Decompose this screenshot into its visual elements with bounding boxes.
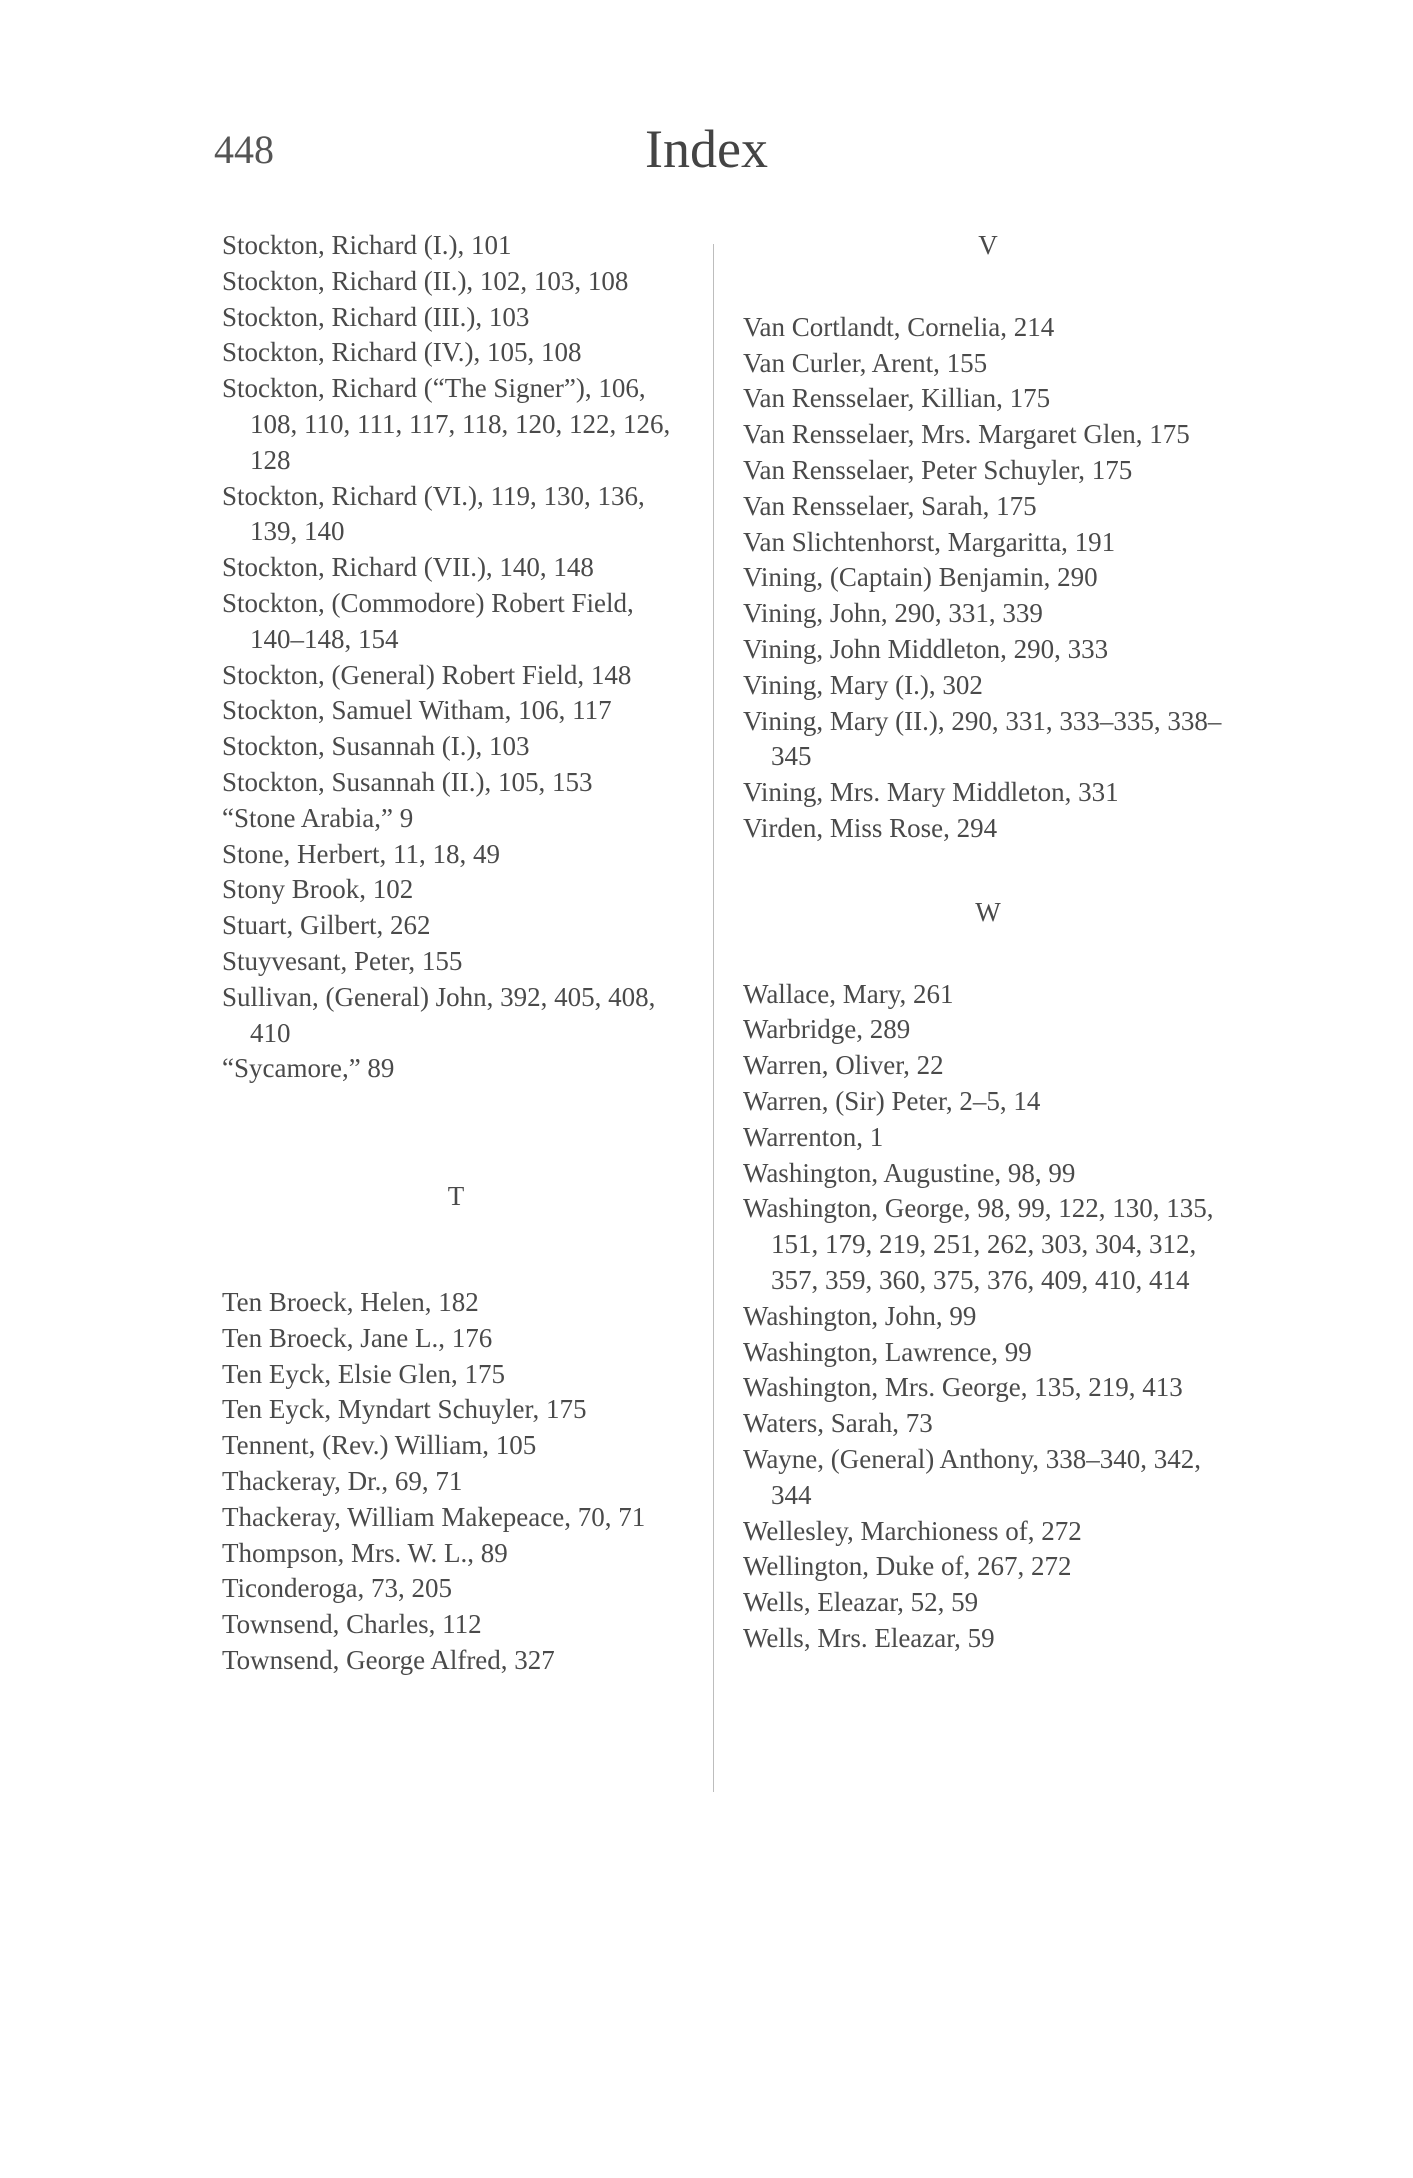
index-entry: Warren, Oliver, 22	[743, 1050, 944, 1081]
index-entry: Vining, Mrs. Mary Middleton, 331	[743, 777, 1119, 808]
index-entry: Washington, George, 98, 99, 122, 130, 135, 151, 179, 219, 251, 262, 303, 304, 312, 357, 359, 360, 375, 376, 409, 410, 414	[743, 1193, 1214, 1295]
index-entry: Thackeray, William Makepeace, 70, 71	[222, 1501, 646, 1532]
index-entry: Washington, John, 99	[743, 1300, 977, 1331]
index-entry: Vining, (Captain) Benjamin, 290	[743, 562, 1098, 593]
index-entry: Washington, Lawrence, 99	[743, 1336, 1032, 1367]
index-entry: Van Rensselaer, Peter Schuyler, 175	[743, 454, 1133, 485]
index-entry: Stockton, Samuel Witham, 106, 117	[222, 695, 612, 726]
index-entry: Washington, Mrs. George, 135, 219, 413	[743, 1372, 1183, 1403]
right-column	[743, 228, 1233, 1657]
index-entry: Waters, Sarah, 73	[743, 1408, 933, 1439]
index-entry: Thackeray, Dr., 69, 71	[222, 1465, 463, 1496]
index-entry: Van Rensselaer, Mrs. Margaret Glen, 175	[743, 419, 1190, 450]
index-entry: Stockton, (General) Robert Field, 148	[222, 659, 632, 690]
index-entry: Ten Broeck, Jane L., 176	[222, 1322, 493, 1353]
index-entry: Stockton, Richard (II.), 102, 103, 108	[222, 265, 629, 296]
page-title: Index	[645, 119, 768, 179]
index-entry: Stone, Herbert, 11, 18, 49	[222, 838, 500, 869]
index-entry: Ticonderoga, 73, 205	[222, 1573, 452, 1604]
t-entries	[222, 1285, 690, 1679]
index-entry: Stockton, Susannah (I.), 103	[222, 731, 530, 762]
index-entry: Stockton, Richard (“The Signer”), 106, 108, 110, 111, 117, 118, 120, 122, 126, 128	[222, 373, 671, 475]
index-entry: Ten Broeck, Helen, 182	[222, 1286, 479, 1317]
index-entry: Stockton, Susannah (II.), 105, 153	[222, 766, 593, 797]
index-entry: Stockton, Richard (III.), 103	[222, 301, 530, 332]
index-entry: Vining, John Middleton, 290, 333	[743, 633, 1109, 664]
index-entry: Wallace, Mary, 261	[743, 978, 954, 1009]
index-entry: Van Slichtenhorst, Margaritta, 191	[743, 526, 1116, 557]
index-entry: Warren, (Sir) Peter, 2–5, 14	[743, 1085, 1041, 1116]
index-entry: Van Curler, Arent, 155	[743, 347, 988, 378]
index-entry: Vining, John, 290, 331, 339	[743, 598, 1043, 629]
letter-heading-w: W	[975, 896, 1001, 927]
index-entry: Stony Brook, 102	[222, 874, 414, 905]
index-entry: Warbridge, 289	[743, 1014, 911, 1045]
index-entry: Van Rensselaer, Sarah, 175	[743, 490, 1037, 521]
index-entry: Stockton, Richard (VII.), 140, 148	[222, 552, 594, 583]
index-entry: “Sycamore,” 89	[222, 1053, 395, 1084]
index-entry: Wayne, (General) Anthony, 338–340, 342, 344	[743, 1443, 1201, 1510]
index-entry: Virden, Miss Rose, 294	[743, 812, 998, 843]
index-entry: Van Cortlandt, Cornelia, 214	[743, 311, 1055, 342]
index-entry: Van Rensselaer, Killian, 175	[743, 383, 1051, 414]
index-entry: Townsend, George Alfred, 327	[222, 1644, 555, 1675]
index-entry: Wellesley, Marchioness of, 272	[743, 1515, 1082, 1546]
index-entry: Stockton, Richard (IV.), 105, 108	[222, 337, 582, 368]
index-entry: Washington, Augustine, 98, 99	[743, 1157, 1076, 1188]
column-divider	[713, 244, 714, 1792]
letter-heading-t: T	[447, 1181, 465, 1212]
letter-heading-v: V	[978, 230, 998, 260]
index-entry: Vining, Mary (I.), 302	[743, 669, 983, 700]
index-entry: Ten Eyck, Myndart Schuyler, 175	[222, 1394, 587, 1425]
w-entries	[743, 977, 1233, 1657]
index-entry: “Stone Arabia,” 9	[222, 802, 414, 833]
index-entry: Stockton, Richard (VI.), 119, 130, 136, 139, 140	[222, 480, 645, 547]
index-entry: Wells, Mrs. Eleazar, 59	[743, 1622, 995, 1653]
index-entry: Stuyvesant, Peter, 155	[222, 945, 463, 976]
index-entry: Townsend, Charles, 112	[222, 1609, 482, 1640]
left-column	[222, 228, 690, 1679]
index-entry: Warrenton, 1	[743, 1121, 884, 1152]
index-entry: Sullivan, (General) John, 392, 405, 408, 410	[222, 981, 656, 1048]
index-entry: Vining, Mary (II.), 290, 331, 333–335, 338–345	[743, 705, 1222, 772]
index-entry: Stockton, Richard (I.), 101	[222, 230, 512, 260]
s-entries	[222, 228, 690, 1087]
index-entry: Ten Eyck, Elsie Glen, 175	[222, 1358, 506, 1389]
page-number: 448	[214, 127, 274, 172]
v-entries	[743, 310, 1233, 847]
index-entry: Tennent, (Rev.) William, 105	[222, 1430, 537, 1461]
index-entry: Thompson, Mrs. W. L., 89	[222, 1537, 508, 1568]
index-entry: Stockton, (Commodore) Robert Field, 140–148, 154	[222, 587, 634, 654]
index-entry: Stuart, Gilbert, 262	[222, 910, 431, 941]
index-entry: Wellington, Duke of, 267, 272	[743, 1551, 1072, 1582]
index-entry: Wells, Eleazar, 52, 59	[743, 1587, 979, 1618]
